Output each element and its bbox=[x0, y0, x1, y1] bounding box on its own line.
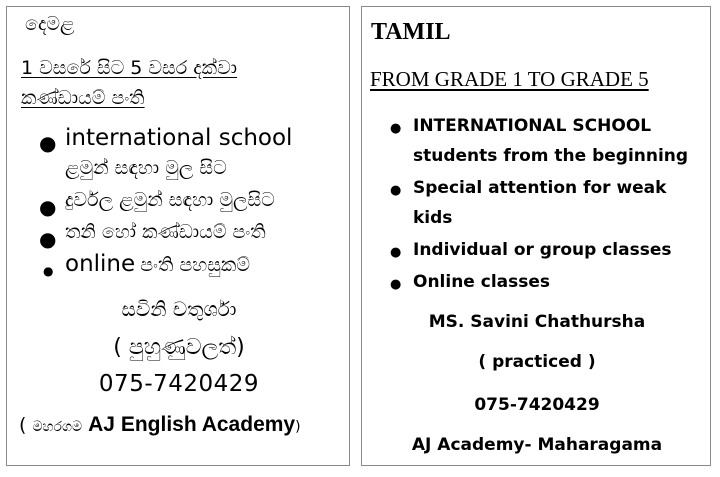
bullet-dot-icon: ● bbox=[39, 195, 57, 219]
english-bullet-2-line-1: Special attention for weak bbox=[413, 178, 667, 198]
academy-place: මහරගම bbox=[32, 419, 83, 435]
bullet-dot-icon: ● bbox=[390, 245, 402, 260]
english-bullet-3: Individual or group classes bbox=[413, 240, 672, 260]
sinhala-phone: 075-7420429 bbox=[98, 371, 260, 397]
bullet-dot-icon: ● bbox=[43, 264, 54, 278]
sinhala-practiced: ( පුහුණුවලත්) bbox=[113, 335, 245, 360]
sinhala-bullet-2: දුර්වල ළමුන් සඳහා මුලසිට bbox=[65, 189, 275, 211]
sinhala-bullet-4-online: online bbox=[65, 251, 136, 277]
bullet-dot-icon: ● bbox=[390, 277, 402, 292]
bullet-dot-icon: ● bbox=[390, 121, 402, 136]
bullet-dot-icon: ● bbox=[39, 131, 57, 155]
academy-close-paren: ) bbox=[295, 419, 301, 435]
sinhala-grade-line-1: 1 වසරේ සිට 5 වසර දක්වා bbox=[21, 57, 238, 79]
sinhala-academy bbox=[19, 413, 301, 437]
english-teacher-name: MS. Savini Chathursha bbox=[428, 312, 646, 332]
english-bullet-4: Online classes bbox=[413, 272, 551, 292]
english-academy: AJ Academy- Maharagama bbox=[411, 435, 663, 455]
sinhala-bullet-4-classes: පංති පහසුකම් bbox=[140, 254, 250, 276]
english-bullet-2-line-2: kids bbox=[413, 208, 453, 228]
english-practiced: ( practiced ) bbox=[478, 352, 596, 372]
sinhala-grade-line-2: කණ්ඩායම් පංති bbox=[21, 87, 145, 109]
academy-name: AJ English Academy bbox=[88, 413, 296, 436]
sinhala-title: දෙමළ bbox=[25, 13, 75, 35]
sinhala-bullet-4 bbox=[65, 251, 250, 277]
academy-open-paren: ( bbox=[19, 414, 27, 436]
english-flyer-panel bbox=[361, 6, 711, 466]
sinhala-flyer-panel bbox=[6, 6, 350, 466]
english-phone: 075-7420429 bbox=[474, 395, 600, 415]
sinhala-bullet-1-main: international school bbox=[65, 125, 293, 151]
sinhala-bullet-1-sub: ළමුන් සඳහා මුල සිට bbox=[65, 157, 227, 179]
sinhala-teacher-name: සවිනි චතුර්ශා bbox=[121, 297, 237, 321]
english-bullet-1-line-2: students from the beginning bbox=[413, 146, 689, 166]
english-grade-range: FROM GRADE 1 TO GRADE 5 bbox=[370, 67, 649, 91]
english-bullet-1-line-1: INTERNATIONAL SCHOOL bbox=[413, 116, 652, 136]
bullet-dot-icon: ● bbox=[390, 183, 402, 198]
english-title: TAMIL bbox=[371, 19, 451, 45]
sinhala-bullet-3: තනි හෝ කණ්ඩායම් පංති bbox=[65, 221, 266, 243]
bullet-dot-icon: ● bbox=[39, 227, 57, 251]
